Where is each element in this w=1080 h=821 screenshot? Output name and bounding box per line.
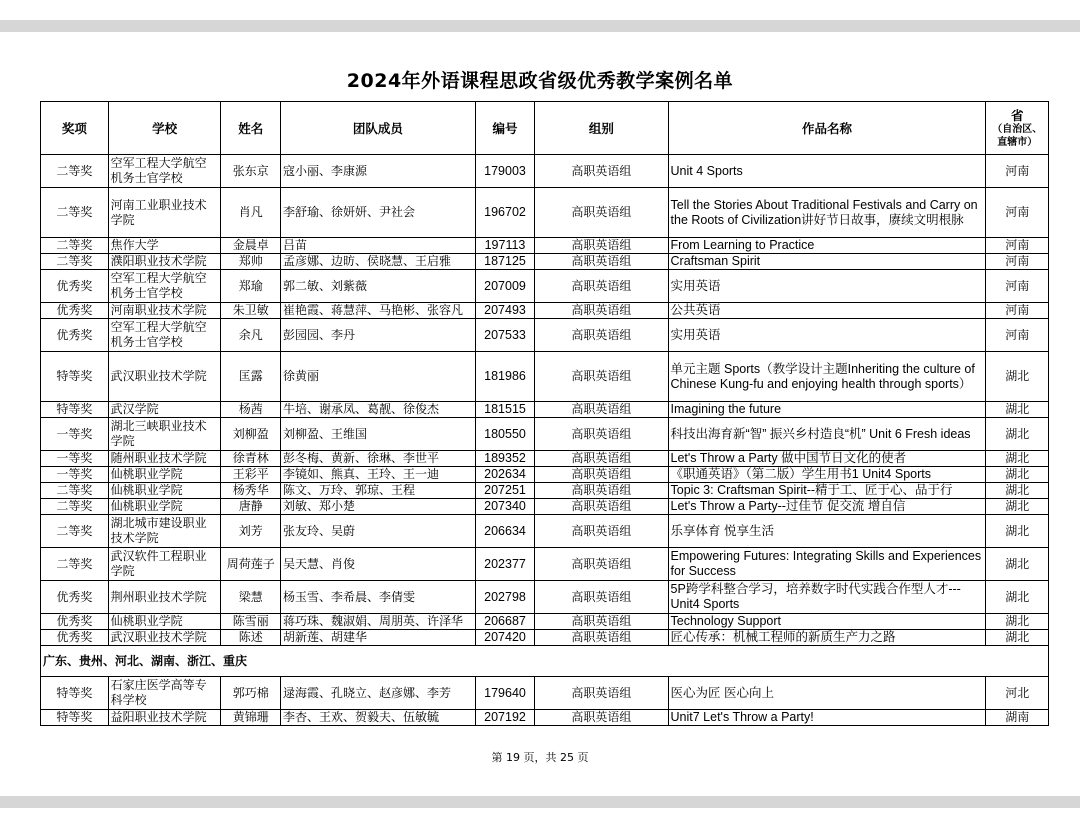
table-body-section [41,646,1049,677]
award-cell: 二等奖 [41,254,109,270]
work-cell: Imagining the future [668,402,986,418]
school-cell: 湖北城市建设职业技术学院 [108,515,221,548]
name-cell: 杨茜 [221,402,280,418]
award-cell: 二等奖 [41,515,109,548]
province-cell: 湖北 [986,548,1049,581]
province-cell: 湖北 [986,630,1049,646]
province-cell: 河南 [986,303,1049,319]
table-row [41,710,1049,726]
group-cell: 高职英语组 [535,303,668,319]
table-row [41,303,1049,319]
award-cell: 特等奖 [41,352,109,402]
group-cell: 高职英语组 [535,630,668,646]
name-cell: 郭巧棉 [221,677,280,710]
school-cell: 河南职业技术学院 [108,303,221,319]
school-cell: 随州职业技术学院 [108,451,221,467]
table-row [41,630,1049,646]
work-cell: 医心为匠 医心向上 [668,677,986,710]
number-cell: 207251 [475,483,534,499]
work-cell: Technology Support [668,614,986,630]
table-row [41,352,1049,402]
team-cell: 牛培、谢承凤、葛靓、徐俊杰 [280,402,475,418]
province-cell: 湖北 [986,352,1049,402]
header-name: 姓名 [221,102,280,155]
number-cell: 207493 [475,303,534,319]
group-cell: 高职英语组 [535,467,668,483]
team-cell: 杨玉雪、李希晨、李倩雯 [280,581,475,614]
province-cell: 河南 [986,270,1049,303]
work-cell: 实用英语 [668,319,986,352]
school-cell: 河南工业职业技术学院 [108,188,221,238]
team-cell: 吴天慧、肖俊 [280,548,475,581]
team-cell: 徐黄丽 [280,352,475,402]
name-cell: 朱卫敏 [221,303,280,319]
group-cell: 高职英语组 [535,254,668,270]
bottom-gray-band [0,796,1080,808]
province-cell: 湖北 [986,614,1049,630]
header-province-sub: （自治区、直辖市） [992,123,1043,148]
team-cell: 李舒瑜、徐妍妍、尹社会 [280,188,475,238]
award-cell: 特等奖 [41,402,109,418]
table-row [41,319,1049,352]
work-cell: 单元主题 Sports（教学设计主题Inheriting the culture of Chinese Kung-fu and enjoying health through sports） [668,352,986,402]
work-cell: Craftsman Spirit [668,254,986,270]
group-cell: 高职英语组 [535,270,668,303]
work-cell: Topic 3: Craftsman Spirit--精于工、匠于心、品于行 [668,483,986,499]
award-cell: 一等奖 [41,451,109,467]
province-cell: 湖北 [986,418,1049,451]
award-cell: 优秀奖 [41,303,109,319]
table-row [41,515,1049,548]
award-list-table [40,101,1049,726]
name-cell: 陈述 [221,630,280,646]
school-cell: 仙桃职业学院 [108,499,221,515]
award-cell: 二等奖 [41,238,109,254]
group-cell: 高职英语组 [535,155,668,188]
group-cell: 高职英语组 [535,352,668,402]
team-cell: 孟彦娜、边昉、侯晓慧、王启雅 [280,254,475,270]
school-cell: 濮阳职业技术学院 [108,254,221,270]
award-cell: 二等奖 [41,548,109,581]
school-cell: 石家庄医学高等专科学校 [108,677,221,710]
team-cell: 李杏、王欢、贺毅夫、伍敏毓 [280,710,475,726]
name-cell: 周荷莲子 [221,548,280,581]
table-row [41,155,1049,188]
table-row [41,614,1049,630]
team-cell: 彭园园、李丹 [280,319,475,352]
work-cell: Let's Throw a Party 做中国节日文化的使者 [668,451,986,467]
header-work: 作品名称 [668,102,986,155]
team-cell: 郭二敏、刘紫薇 [280,270,475,303]
work-cell: 乐享体育 悦享生活 [668,515,986,548]
number-cell: 196702 [475,188,534,238]
team-cell: 刘敏、郑小楚 [280,499,475,515]
province-cell: 河南 [986,319,1049,352]
table-row [41,499,1049,515]
team-cell: 张友玲、吴蔚 [280,515,475,548]
header-group: 组别 [535,102,668,155]
award-cell: 二等奖 [41,483,109,499]
table-row [41,238,1049,254]
work-cell: Tell the Stories About Traditional Festivals and Carry on the Roots of Civilization讲好节日故事，赓续文明根脉 [668,188,986,238]
award-cell: 二等奖 [41,155,109,188]
name-cell: 刘柳盈 [221,418,280,451]
number-cell: 197113 [475,238,534,254]
number-cell: 207340 [475,499,534,515]
province-cell: 河南 [986,254,1049,270]
table-row [41,581,1049,614]
province-cell: 河南 [986,238,1049,254]
team-cell: 李镜如、熊真、王玲、王一迪 [280,467,475,483]
award-cell: 优秀奖 [41,630,109,646]
award-cell: 一等奖 [41,418,109,451]
work-cell: 公共英语 [668,303,986,319]
top-gray-band [0,20,1080,32]
header-award: 奖项 [41,102,109,155]
page-footer: 第 19 页，共 25 页 [491,751,589,764]
header-province [986,102,1049,155]
work-cell: From Learning to Practice [668,238,986,254]
header-team: 团队成员 [280,102,475,155]
team-cell: 寇小丽、李康源 [280,155,475,188]
school-cell: 湖北三峡职业技术学院 [108,418,221,451]
name-cell: 刘芳 [221,515,280,548]
province-cell: 河南 [986,155,1049,188]
team-cell: 逯海霞、孔晓立、赵彦娜、李芳 [280,677,475,710]
name-cell: 郑瑜 [221,270,280,303]
name-cell: 黄锦珊 [221,710,280,726]
province-cell: 湖北 [986,402,1049,418]
number-cell: 180550 [475,418,534,451]
name-cell: 陈雪丽 [221,614,280,630]
table-row [41,483,1049,499]
name-cell: 王彩平 [221,467,280,483]
work-cell: 《职通英语》（第二版）学生用书1 Unit4 Sports [668,467,986,483]
table-row [41,451,1049,467]
school-cell: 仙桃职业学院 [108,483,221,499]
number-cell: 181986 [475,352,534,402]
section-row [41,646,1049,677]
school-cell: 空军工程大学航空机务士官学校 [108,155,221,188]
group-cell: 高职英语组 [535,402,668,418]
table-row [41,677,1049,710]
number-cell: 202634 [475,467,534,483]
name-cell: 徐青林 [221,451,280,467]
group-cell: 高职英语组 [535,515,668,548]
group-cell: 高职英语组 [535,677,668,710]
school-cell: 益阳职业技术学院 [108,710,221,726]
school-cell: 武汉职业技术学院 [108,352,221,402]
number-cell: 206634 [475,515,534,548]
header-province-main: 省 [1010,107,1024,123]
table-row [41,270,1049,303]
school-cell: 焦作大学 [108,238,221,254]
group-cell: 高职英语组 [535,188,668,238]
award-cell: 二等奖 [41,188,109,238]
award-cell: 优秀奖 [41,581,109,614]
number-cell: 207009 [475,270,534,303]
name-cell: 杨秀华 [221,483,280,499]
group-cell: 高职英语组 [535,319,668,352]
province-cell: 湖北 [986,581,1049,614]
school-cell: 仙桃职业学院 [108,467,221,483]
header-number: 编号 [475,102,534,155]
name-cell: 肖凡 [221,188,280,238]
team-cell: 陈文、万玲、郭琼、王程 [280,483,475,499]
group-cell: 高职英语组 [535,710,668,726]
work-cell: 匠心传承：机械工程师的新质生产力之路 [668,630,986,646]
award-cell: 特等奖 [41,710,109,726]
table-body-second [41,677,1049,726]
work-cell: 5P跨学科整合学习，培养数字时代实践合作型人才---Unit4 Sports [668,581,986,614]
header-school: 学校 [108,102,221,155]
team-cell: 刘柳盈、王维国 [280,418,475,451]
province-cell: 湖北 [986,515,1049,548]
number-cell: 179640 [475,677,534,710]
award-cell: 一等奖 [41,467,109,483]
team-cell: 崔艳霞、蒋慧萍、马艳彬、张容凡 [280,303,475,319]
work-cell: 科技出海育新“智” 振兴乡村造良“机” Unit 6 Fresh ideas [668,418,986,451]
section-label: 广东、贵州、河北、湖南、浙江、重庆 [41,646,1049,677]
school-cell: 空军工程大学航空机务士官学校 [108,319,221,352]
team-cell: 胡新莲、胡建华 [280,630,475,646]
table-row [41,402,1049,418]
award-cell: 特等奖 [41,677,109,710]
award-cell: 优秀奖 [41,270,109,303]
table-header-row [41,102,1049,155]
page-title: 2024年外语课程思政省级优秀教学案例名单 [346,70,734,92]
province-cell: 湖北 [986,467,1049,483]
team-cell: 吕苗 [280,238,475,254]
name-cell: 唐静 [221,499,280,515]
number-cell: 202377 [475,548,534,581]
table-row [41,467,1049,483]
name-cell: 匡露 [221,352,280,402]
school-cell: 仙桃职业学院 [108,614,221,630]
province-cell: 湖南 [986,710,1049,726]
name-cell: 金晨卓 [221,238,280,254]
name-cell: 余凡 [221,319,280,352]
table-body-main [41,155,1049,646]
number-cell: 206687 [475,614,534,630]
group-cell: 高职英语组 [535,581,668,614]
number-cell: 202798 [475,581,534,614]
award-cell: 二等奖 [41,499,109,515]
number-cell: 207533 [475,319,534,352]
name-cell: 郑帅 [221,254,280,270]
work-cell: 实用英语 [668,270,986,303]
award-cell: 优秀奖 [41,319,109,352]
team-cell: 蒋巧珠、魏淑娟、周朋英、许泽华 [280,614,475,630]
work-cell: Empowering Futures: Integrating Skills and Experiences for Success [668,548,986,581]
work-cell: Unit7 Let's Throw a Party! [668,710,986,726]
province-cell: 湖北 [986,483,1049,499]
school-cell: 武汉职业技术学院 [108,630,221,646]
team-cell: 彭冬梅、黄新、徐琳、李世平 [280,451,475,467]
number-cell: 189352 [475,451,534,467]
number-cell: 207192 [475,710,534,726]
group-cell: 高职英语组 [535,451,668,467]
school-cell: 空军工程大学航空机务士官学校 [108,270,221,303]
group-cell: 高职英语组 [535,614,668,630]
award-cell: 优秀奖 [41,614,109,630]
group-cell: 高职英语组 [535,418,668,451]
number-cell: 181515 [475,402,534,418]
name-cell: 梁慧 [221,581,280,614]
work-cell: Unit 4 Sports [668,155,986,188]
school-cell: 武汉软件工程职业学院 [108,548,221,581]
school-cell: 荆州职业技术学院 [108,581,221,614]
group-cell: 高职英语组 [535,548,668,581]
group-cell: 高职英语组 [535,238,668,254]
school-cell: 武汉学院 [108,402,221,418]
table-row [41,418,1049,451]
table-row [41,188,1049,238]
table-row [41,254,1049,270]
number-cell: 187125 [475,254,534,270]
name-cell: 张东京 [221,155,280,188]
table-row [41,548,1049,581]
province-cell: 湖北 [986,451,1049,467]
number-cell: 179003 [475,155,534,188]
province-cell: 湖北 [986,499,1049,515]
number-cell: 207420 [475,630,534,646]
group-cell: 高职英语组 [535,483,668,499]
province-cell: 河北 [986,677,1049,710]
group-cell: 高职英语组 [535,499,668,515]
work-cell: Let's Throw a Party--过佳节 促交流 增自信 [668,499,986,515]
province-cell: 河南 [986,188,1049,238]
